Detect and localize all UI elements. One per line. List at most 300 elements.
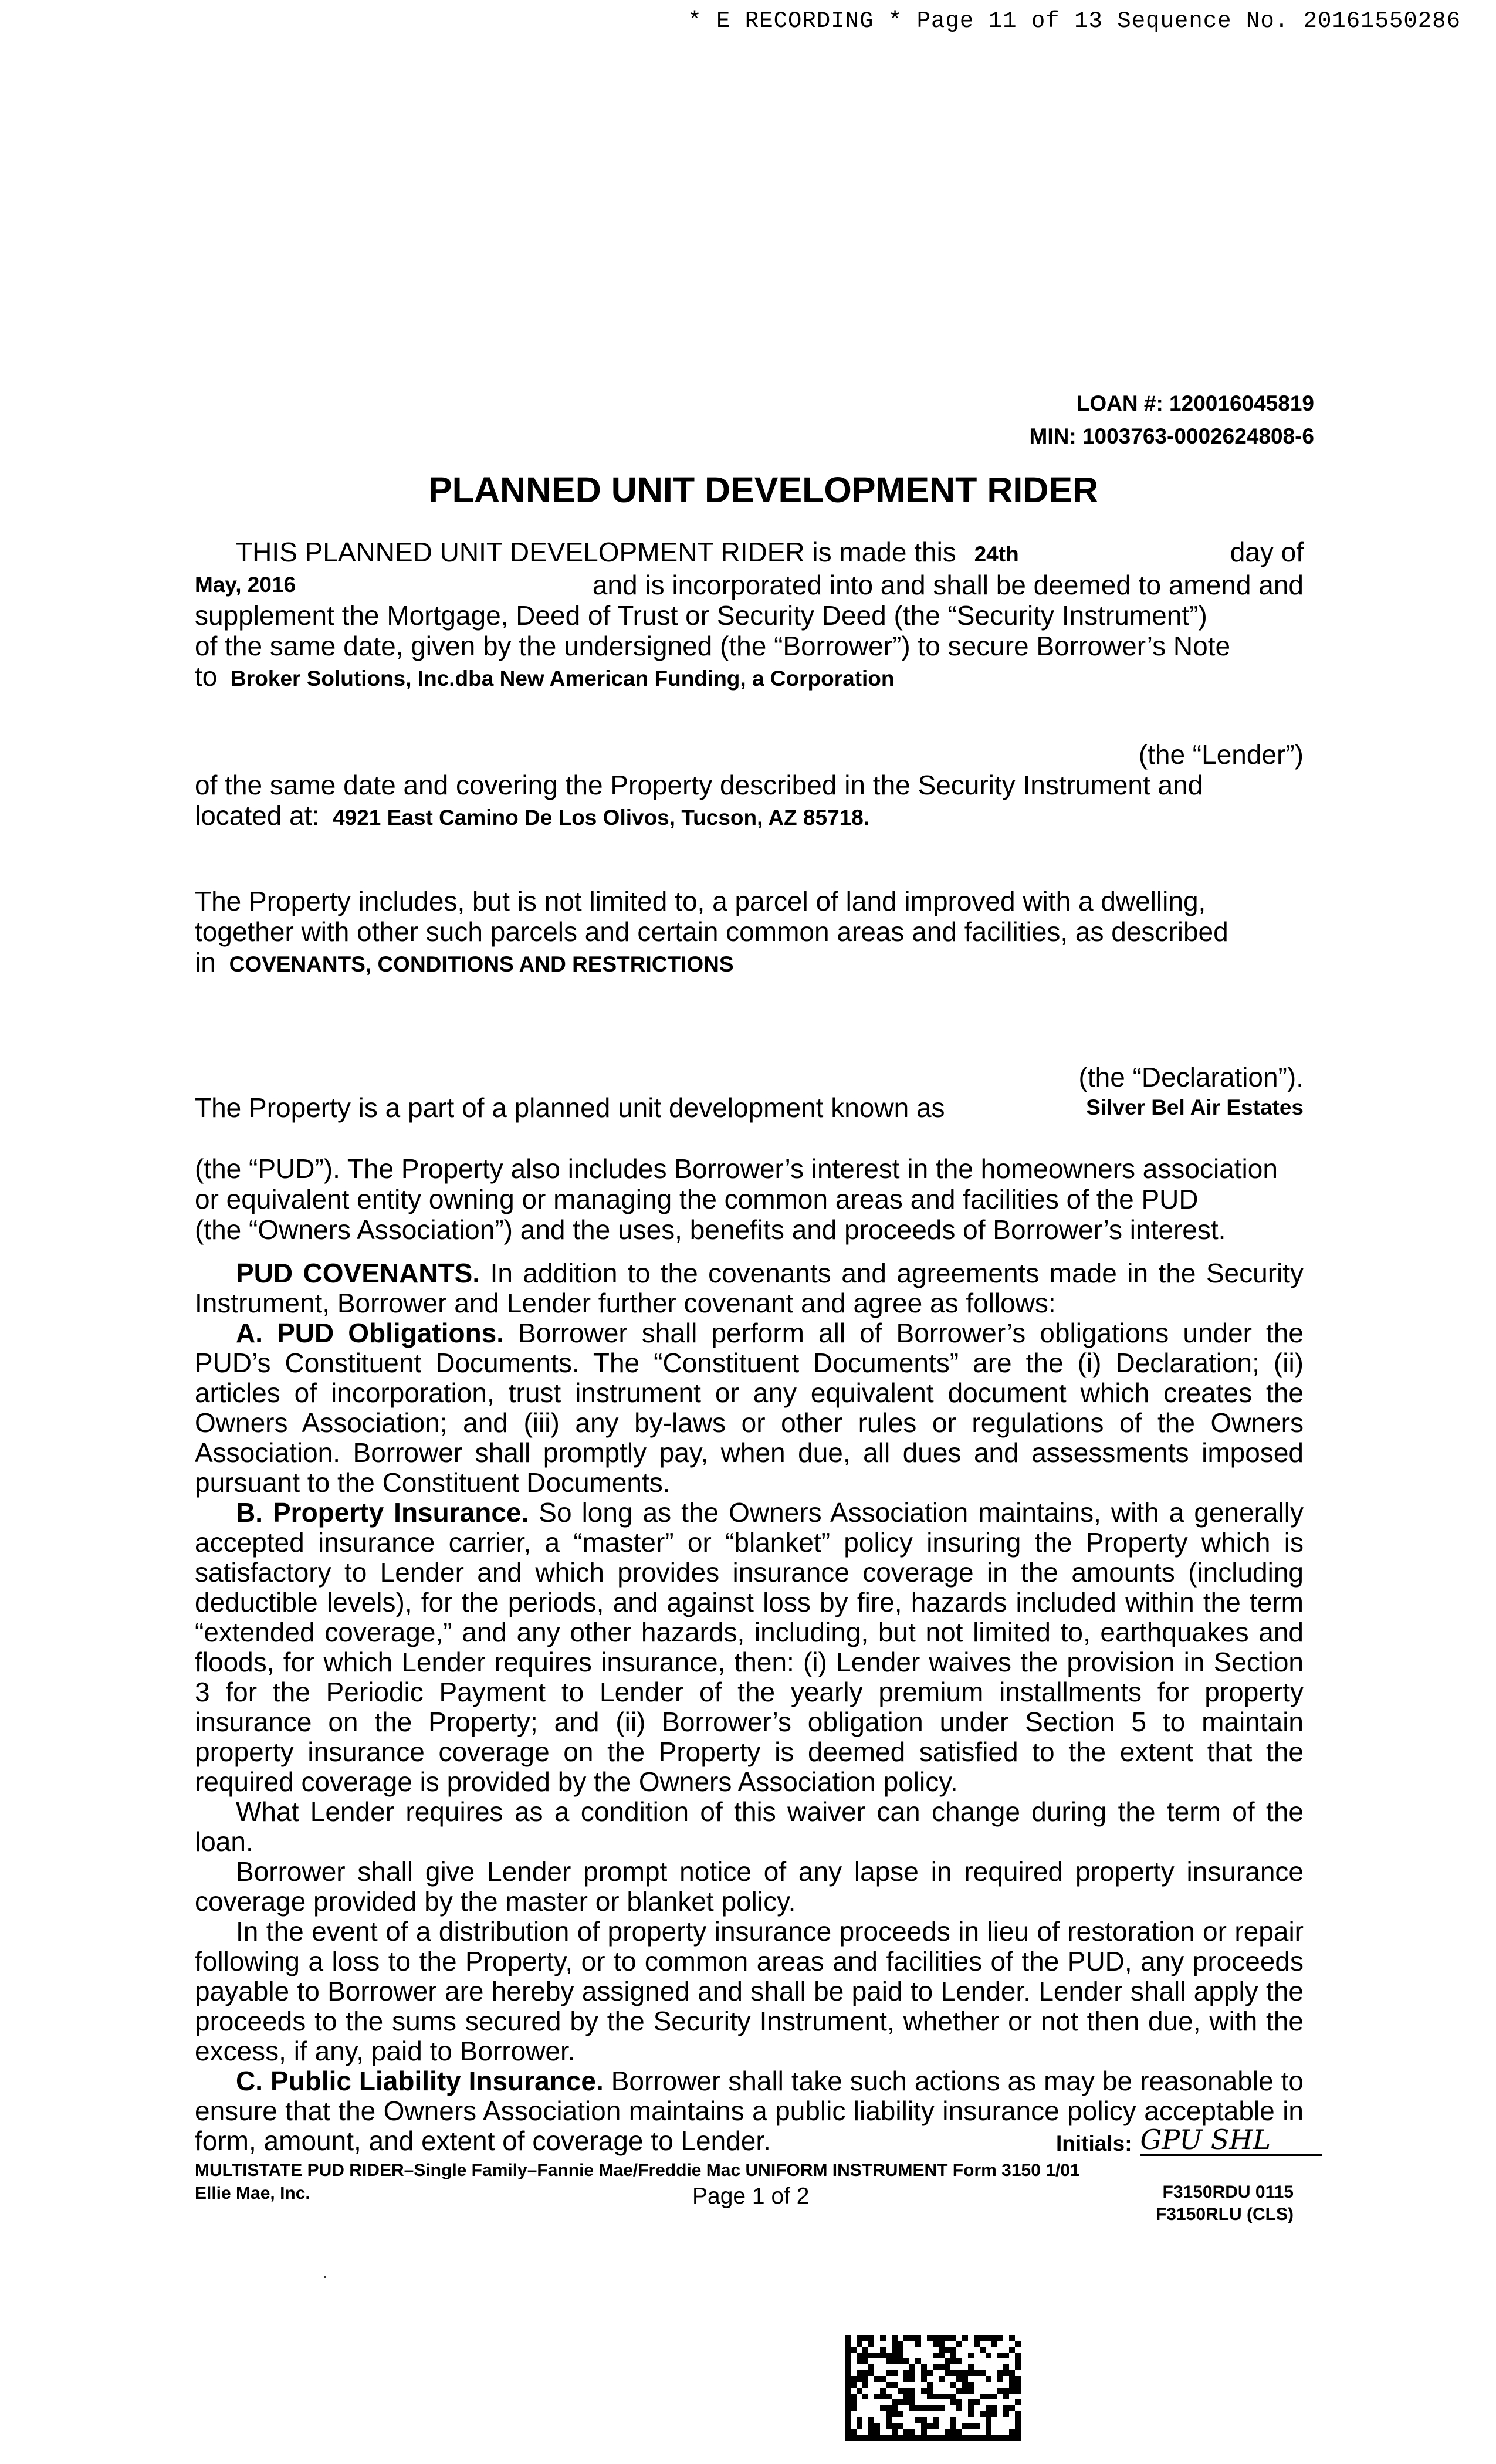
barcode-module bbox=[997, 2353, 1003, 2358]
barcode-module bbox=[903, 2358, 909, 2364]
barcode-module bbox=[933, 2423, 939, 2429]
barcode-module bbox=[892, 2399, 898, 2405]
barcode-module bbox=[962, 2382, 968, 2388]
located-at: located at: bbox=[195, 800, 320, 831]
barcode-module bbox=[986, 2429, 991, 2435]
barcode-module bbox=[939, 2341, 945, 2347]
barcode-module bbox=[986, 2417, 991, 2423]
covenant-c-text: Borrower shall take such actions as may be reasonable to ensure that the Owners Association maintains a public liability insurance policy acceptable in form, amount, and extent of coverage to Lender. bbox=[195, 2066, 1304, 2156]
barcode-module bbox=[927, 2394, 933, 2399]
intro-line3: supplement the Mortgage, Deed of Trust or Security Deed (the “Security Instrument”) bbox=[195, 600, 1207, 631]
barcode-module bbox=[868, 2435, 874, 2441]
barcode-module bbox=[892, 2382, 898, 2388]
pud-line4: (the “Owners Association”) and the uses, benefits and proceeds of Borrower’s interest. bbox=[195, 1214, 1226, 1245]
barcode-module bbox=[974, 2370, 980, 2376]
intro-line6: of the same date and covering the Property described in the Security Instrument and bbox=[195, 770, 1203, 800]
property-line1: The Property includes, but is not limited to, a parcel of land improved with a dwelling, bbox=[195, 886, 1206, 916]
covenant-b-p2: What Lender requires as a condition of this waiver can change during the term of the loan. bbox=[195, 1796, 1304, 1857]
barcode-module bbox=[892, 2341, 898, 2347]
barcode-module bbox=[874, 2423, 880, 2429]
barcode-module bbox=[962, 2388, 968, 2394]
barcode-module bbox=[845, 2388, 851, 2394]
barcode-module bbox=[868, 2417, 874, 2423]
barcode-module bbox=[909, 2370, 915, 2376]
barcode-module bbox=[968, 2411, 974, 2417]
barcode-module bbox=[862, 2347, 868, 2353]
barcode-module bbox=[921, 2423, 927, 2429]
barcode-module bbox=[898, 2423, 903, 2429]
barcode-module bbox=[1015, 2376, 1021, 2382]
barcode-module bbox=[1003, 2370, 1009, 2376]
lender-name: Broker Solutions, Inc.dba New American Funding, a Corporation bbox=[231, 666, 895, 691]
barcode-module bbox=[950, 2347, 956, 2353]
barcode-module bbox=[909, 2399, 915, 2405]
barcode-module bbox=[997, 2376, 1003, 2382]
lender-label: (the “Lender”) bbox=[1138, 739, 1304, 770]
barcode-module bbox=[857, 2335, 862, 2341]
barcode-module bbox=[880, 2388, 886, 2394]
barcode-module bbox=[921, 2429, 927, 2435]
barcode-module bbox=[845, 2394, 851, 2399]
barcode-module bbox=[903, 2376, 909, 2382]
barcode-module bbox=[868, 2353, 874, 2358]
covenant-b-text: So long as the Owners Association maintains, with a generally accepted insurance carrier, a “master” or “blanket” policy insuring the Property which is satisfactory to Lender and which provides insurance coverage in the amounts (including deductible levels), for the periods, and against loss by fire, hazards included within the term “extended coverage,” and any other hazards, including, but not limited to, earthquakes and floods, for which Lender requires insurance, then: (i) Lender waives the provision in Section 3 for the Periodic Payment to Lender of the yearly premium installments for property insurance on the Property; and (ii) Borrower’s obligation under Section 5 to maintain property insurance coverage on the Property is deemed satisfied to the extent that the required coverage is provided by the Owners Association policy. bbox=[195, 1497, 1304, 1797]
barcode-module bbox=[933, 2335, 939, 2341]
barcode-module bbox=[962, 2423, 968, 2429]
barcode-module bbox=[886, 2353, 892, 2358]
barcode-module bbox=[851, 2347, 857, 2353]
barcode-module bbox=[880, 2394, 886, 2399]
barcode-module bbox=[1015, 2417, 1021, 2423]
barcode-module bbox=[950, 2370, 956, 2376]
barcode-module bbox=[857, 2417, 862, 2423]
barcode-module bbox=[845, 2411, 851, 2417]
barcode-module bbox=[1015, 2358, 1021, 2364]
barcode-module bbox=[980, 2435, 986, 2441]
barcode-module bbox=[945, 2435, 950, 2441]
barcode-module bbox=[868, 2335, 874, 2341]
barcode-module bbox=[909, 2429, 915, 2435]
barcode-module bbox=[857, 2370, 862, 2376]
barcode-module bbox=[986, 2394, 991, 2399]
barcode-module bbox=[950, 2399, 956, 2405]
barcode-module bbox=[945, 2347, 950, 2353]
intro-line1: THIS PLANNED UNIT DEVELOPMENT RIDER is made this bbox=[236, 537, 956, 567]
barcode-module bbox=[857, 2353, 862, 2358]
barcode-module bbox=[1015, 2399, 1021, 2405]
barcode-module bbox=[933, 2341, 939, 2347]
barcode-module bbox=[921, 2370, 927, 2376]
barcode-module bbox=[909, 2335, 915, 2341]
barcode-module bbox=[845, 2435, 851, 2441]
barcode-module bbox=[1009, 2376, 1015, 2382]
barcode-module bbox=[886, 2394, 892, 2399]
barcode-module bbox=[939, 2394, 945, 2399]
page-number: Page 1 of 2 bbox=[692, 2184, 810, 2209]
form-line: MULTISTATE PUD RIDER–Single Family–Fannie Mae/Freddie Mac UNIFORM INSTRUMENT Form 3150 1/01 bbox=[195, 2161, 1080, 2180]
min-number: MIN: 1003763-0002624808-6 bbox=[1029, 424, 1314, 448]
barcode-module bbox=[968, 2370, 974, 2376]
vendor-name: Ellie Mae, Inc. bbox=[195, 2184, 310, 2203]
barcode-module bbox=[968, 2353, 974, 2358]
barcode-module bbox=[1015, 2364, 1021, 2370]
barcode-module bbox=[903, 2435, 909, 2441]
barcode-module bbox=[892, 2405, 898, 2411]
barcode-module bbox=[851, 2394, 857, 2399]
barcode-module bbox=[857, 2358, 862, 2364]
barcode-module bbox=[909, 2405, 915, 2411]
barcode-module bbox=[909, 2364, 915, 2370]
barcode-module bbox=[874, 2429, 880, 2435]
barcode-module bbox=[933, 2417, 939, 2423]
barcode-module bbox=[986, 2335, 991, 2341]
barcode-module bbox=[915, 2358, 921, 2364]
barcode-module bbox=[915, 2417, 921, 2423]
barcode-module bbox=[845, 2335, 851, 2341]
barcode-module bbox=[962, 2370, 968, 2376]
barcode-module bbox=[845, 2353, 851, 2358]
barcode-module bbox=[980, 2394, 986, 2399]
barcode-module bbox=[1015, 2423, 1021, 2429]
barcode-module bbox=[927, 2335, 933, 2341]
barcode-module bbox=[886, 2423, 892, 2429]
barcode-module bbox=[921, 2417, 927, 2423]
barcode-module bbox=[921, 2388, 927, 2394]
barcode-module bbox=[903, 2394, 909, 2399]
barcode-module bbox=[845, 2364, 851, 2370]
barcode-module bbox=[1003, 2405, 1009, 2411]
barcode-module bbox=[886, 2435, 892, 2441]
form-code-2: F3150RLU (CLS) bbox=[1155, 2205, 1294, 2224]
barcode-module bbox=[1009, 2335, 1015, 2341]
barcode-module bbox=[974, 2435, 980, 2441]
barcode-module bbox=[903, 2335, 909, 2341]
barcode-module bbox=[997, 2370, 1003, 2376]
loan-info bbox=[1030, 387, 1314, 453]
barcode-module bbox=[1015, 2341, 1021, 2347]
barcode-module bbox=[868, 2364, 874, 2370]
barcode-module bbox=[950, 2394, 956, 2399]
barcode-module bbox=[845, 2423, 851, 2429]
declaration-document: COVENANTS, CONDITIONS AND RESTRICTIONS bbox=[229, 952, 734, 976]
initials-signature: GPU SHL bbox=[1140, 2125, 1322, 2156]
barcode-module bbox=[851, 2382, 857, 2388]
barcode-module bbox=[886, 2411, 892, 2417]
barcode-module bbox=[939, 2335, 945, 2341]
barcode-module bbox=[933, 2405, 939, 2411]
barcode-module bbox=[980, 2370, 986, 2376]
barcode-module bbox=[1015, 2353, 1021, 2358]
barcode-module bbox=[974, 2335, 980, 2341]
page-title: PLANNED UNIT DEVELOPMENT RIDER bbox=[428, 470, 1099, 510]
barcode-module bbox=[851, 2405, 857, 2411]
barcode-module bbox=[857, 2376, 862, 2382]
barcode-module bbox=[950, 2353, 956, 2358]
barcode-module bbox=[956, 2435, 962, 2441]
barcode-module bbox=[939, 2376, 945, 2382]
barcode-module bbox=[939, 2353, 945, 2358]
property-address: 4921 East Camino De Los Olivos, Tucson, AZ 85718. bbox=[333, 805, 870, 830]
barcode-module bbox=[845, 2358, 851, 2364]
barcode-module bbox=[991, 2341, 997, 2347]
barcode-module bbox=[939, 2347, 945, 2353]
pud-name: Silver Bel Air Estates bbox=[1086, 1095, 1304, 1119]
barcode-module bbox=[956, 2358, 962, 2364]
barcode-module bbox=[968, 2399, 974, 2405]
barcode-module bbox=[862, 2376, 868, 2382]
barcode-module bbox=[868, 2341, 874, 2347]
barcode-module bbox=[874, 2435, 880, 2441]
barcode-module bbox=[868, 2423, 874, 2429]
barcode-module bbox=[898, 2435, 903, 2441]
to-word: to bbox=[195, 661, 218, 692]
barcode-module bbox=[968, 2382, 974, 2388]
barcode-module bbox=[945, 2429, 950, 2435]
barcode-module bbox=[956, 2370, 962, 2376]
barcode-module bbox=[997, 2388, 1003, 2394]
barcode-module bbox=[962, 2435, 968, 2441]
barcode-module bbox=[968, 2405, 974, 2411]
barcode-module bbox=[845, 2382, 851, 2388]
barcode-module bbox=[898, 2388, 903, 2394]
barcode-module bbox=[851, 2435, 857, 2441]
rider-day: 24th bbox=[974, 542, 1019, 566]
barcode-module bbox=[950, 2429, 956, 2435]
form-codes bbox=[1156, 2181, 1294, 2226]
barcode-module bbox=[898, 2353, 903, 2358]
barcode-module bbox=[892, 2335, 898, 2341]
barcode-module bbox=[939, 2364, 945, 2370]
barcode-module bbox=[886, 2405, 892, 2411]
barcode-module bbox=[927, 2388, 933, 2394]
barcode-module bbox=[968, 2435, 974, 2441]
intro-line4: of the same date, given by the undersigned (the “Borrower”) to secure Borrower’s Note bbox=[195, 631, 1231, 661]
covenants-section bbox=[195, 1258, 1304, 2156]
barcode-module bbox=[986, 2353, 991, 2358]
barcode-module bbox=[868, 2370, 874, 2376]
barcode-module bbox=[980, 2335, 986, 2341]
barcode-module bbox=[892, 2435, 898, 2441]
barcode-module bbox=[1009, 2435, 1015, 2441]
barcode-module bbox=[862, 2394, 868, 2399]
barcode-module bbox=[950, 2423, 956, 2429]
barcode-module bbox=[862, 2335, 868, 2341]
barcode-module bbox=[880, 2353, 886, 2358]
barcode-module bbox=[974, 2341, 980, 2347]
barcode-module bbox=[862, 2435, 868, 2441]
barcode-module bbox=[991, 2411, 997, 2417]
barcode-module bbox=[1009, 2405, 1015, 2411]
barcode-module bbox=[950, 2358, 956, 2364]
barcode-module bbox=[898, 2341, 903, 2347]
pud-line: The Property is a part of a planned unit development known as bbox=[195, 1092, 945, 1123]
barcode-module bbox=[1009, 2388, 1015, 2394]
initials-label: Initials: bbox=[1056, 2131, 1132, 2155]
barcode-module bbox=[956, 2429, 962, 2435]
barcode-module bbox=[974, 2399, 980, 2405]
barcode-module bbox=[898, 2399, 903, 2405]
barcode-module bbox=[986, 2376, 991, 2382]
covenant-c-label: C. Public Liability Insurance. bbox=[236, 2066, 604, 2096]
barcode-module bbox=[997, 2335, 1003, 2341]
day-of: day of bbox=[1230, 537, 1304, 567]
barcode-module bbox=[1009, 2382, 1015, 2388]
barcode-module bbox=[968, 2423, 974, 2429]
covenant-b-p4: In the event of a distribution of property insurance proceeds in lieu of restoration or repair following a loss to the Property, or to common areas and facilities of the PUD, any proceeds payable to Borrower are hereby assigned and shall be paid to Lender. Lender shall apply the proceeds to the sums secured by the Security Instrument, whether or not then due, with the excess, if any, paid to Borrower. bbox=[195, 1916, 1304, 2066]
intro-paragraph bbox=[195, 537, 1304, 694]
barcode-module bbox=[851, 2429, 857, 2435]
barcode-module bbox=[880, 2435, 886, 2441]
barcode-module bbox=[851, 2376, 857, 2382]
barcode-module bbox=[986, 2435, 991, 2441]
barcode-module bbox=[945, 2370, 950, 2376]
property-line2: together with other such parcels and certain common areas and facilities, as described bbox=[195, 916, 1228, 947]
barcode-module bbox=[1015, 2382, 1021, 2388]
barcode-module bbox=[921, 2376, 927, 2382]
covenants-heading: PUD COVENANTS. bbox=[236, 1258, 480, 1288]
barcode-module bbox=[862, 2370, 868, 2376]
barcode-module bbox=[950, 2335, 956, 2341]
barcode-image bbox=[845, 2335, 1021, 2441]
barcode-module bbox=[909, 2394, 915, 2399]
barcode-module bbox=[892, 2423, 898, 2429]
barcode-module bbox=[921, 2364, 927, 2370]
covenant-b-label: B. Property Insurance. bbox=[236, 1497, 529, 1528]
barcode-module bbox=[945, 2394, 950, 2399]
barcode-module bbox=[956, 2399, 962, 2405]
barcode-module bbox=[915, 2341, 921, 2347]
barcode-module bbox=[945, 2335, 950, 2341]
covenants-intro bbox=[195, 1258, 1304, 1318]
in-word: in bbox=[195, 947, 216, 977]
barcode-module bbox=[962, 2335, 968, 2341]
recording-header: * E RECORDING * Page 11 of 13 Sequence No. 20161550286 bbox=[688, 8, 1461, 34]
form-code-1: F3150RDU 0115 bbox=[1162, 2182, 1294, 2202]
barcode-module bbox=[945, 2364, 950, 2370]
barcode-module bbox=[1003, 2353, 1009, 2358]
barcode-module bbox=[1003, 2411, 1009, 2417]
barcode-module bbox=[927, 2382, 933, 2388]
barcode-module bbox=[927, 2405, 933, 2411]
barcode-module bbox=[991, 2405, 997, 2411]
barcode-module bbox=[845, 2347, 851, 2353]
scan-mark bbox=[324, 2276, 326, 2278]
barcode-module bbox=[862, 2358, 868, 2364]
barcode-module bbox=[898, 2358, 903, 2364]
barcode-module bbox=[980, 2347, 986, 2353]
barcode-module bbox=[845, 2405, 851, 2411]
covenant-b-p3: Borrower shall give Lender prompt notice of any lapse in required property insurance coverage provided by the master or blanket policy. bbox=[195, 1856, 1304, 1917]
barcode-module bbox=[945, 2358, 950, 2364]
barcode-module bbox=[997, 2435, 1003, 2441]
barcode-module bbox=[927, 2423, 933, 2429]
barcode-module bbox=[903, 2388, 909, 2394]
barcode-module bbox=[874, 2353, 880, 2358]
barcode-module bbox=[851, 2399, 857, 2405]
barcode-module bbox=[974, 2423, 980, 2429]
barcode-module bbox=[956, 2388, 962, 2394]
barcode-module bbox=[968, 2364, 974, 2370]
barcode-module bbox=[915, 2335, 921, 2341]
barcode-module bbox=[962, 2376, 968, 2382]
barcode-module bbox=[956, 2376, 962, 2382]
barcode-module bbox=[956, 2405, 962, 2411]
barcode-module bbox=[921, 2405, 927, 2411]
barcode-module bbox=[845, 2370, 851, 2376]
barcode-module bbox=[921, 2435, 927, 2441]
barcode-module bbox=[968, 2388, 974, 2394]
barcode-module bbox=[862, 2353, 868, 2358]
rider-month-year: May, 2016 bbox=[195, 573, 296, 597]
barcode-module bbox=[880, 2335, 886, 2341]
barcode-module bbox=[845, 2376, 851, 2382]
barcode-module bbox=[933, 2394, 939, 2399]
barcode-module bbox=[892, 2411, 898, 2417]
barcode-module bbox=[986, 2405, 991, 2411]
pud-line3: or equivalent entity owning or managing the common areas and facilities of the PUD bbox=[195, 1184, 1199, 1214]
barcode-module bbox=[886, 2417, 892, 2423]
barcode-module bbox=[986, 2411, 991, 2417]
barcode-module bbox=[857, 2423, 862, 2429]
barcode-module bbox=[1015, 2388, 1021, 2394]
barcode-module bbox=[1003, 2435, 1009, 2441]
barcode-module bbox=[986, 2423, 991, 2429]
barcode-module bbox=[880, 2376, 886, 2382]
barcode-module bbox=[956, 2341, 962, 2347]
barcode-module bbox=[950, 2417, 956, 2423]
barcode-module bbox=[933, 2364, 939, 2370]
barcode-module bbox=[886, 2358, 892, 2364]
barcode-module bbox=[939, 2405, 945, 2411]
barcode-module bbox=[909, 2435, 915, 2441]
barcode-module bbox=[845, 2341, 851, 2347]
barcode-module bbox=[927, 2370, 933, 2376]
barcode-module bbox=[933, 2435, 939, 2441]
barcode-module bbox=[1015, 2429, 1021, 2435]
barcode-module bbox=[927, 2435, 933, 2441]
barcode-module bbox=[991, 2394, 997, 2399]
barcode-module bbox=[1003, 2394, 1009, 2399]
barcode-module bbox=[915, 2405, 921, 2411]
barcode-module bbox=[903, 2399, 909, 2405]
covenant-b bbox=[195, 1498, 1304, 1797]
intro-line2: and is incorporated into and shall be deemed to amend and bbox=[592, 570, 1304, 600]
barcode-module bbox=[845, 2417, 851, 2423]
barcode-module bbox=[857, 2388, 862, 2394]
barcode-module bbox=[915, 2435, 921, 2441]
declaration-label: (the “Declaration”). bbox=[1078, 1062, 1304, 1092]
location-paragraph bbox=[195, 770, 1304, 833]
barcode-module bbox=[933, 2353, 939, 2358]
barcode-module bbox=[857, 2435, 862, 2441]
barcode-module bbox=[886, 2370, 892, 2376]
barcode-module bbox=[980, 2411, 986, 2417]
barcode-module bbox=[892, 2429, 898, 2435]
barcode-module bbox=[950, 2435, 956, 2441]
pud-line2: (the “PUD”). The Property also includes Borrower’s interest in the homeowners association bbox=[195, 1153, 1278, 1184]
pud-paragraph bbox=[195, 1092, 1304, 1245]
barcode-module bbox=[874, 2376, 880, 2382]
barcode-module bbox=[845, 2399, 851, 2405]
barcode-module bbox=[892, 2370, 898, 2376]
barcode-module bbox=[1009, 2347, 1015, 2353]
barcode-module bbox=[845, 2429, 851, 2435]
barcode-module bbox=[903, 2370, 909, 2376]
covenant-a bbox=[195, 1318, 1304, 1498]
barcode-module bbox=[1015, 2435, 1021, 2441]
barcode-module bbox=[874, 2394, 880, 2399]
barcode-module bbox=[880, 2405, 886, 2411]
